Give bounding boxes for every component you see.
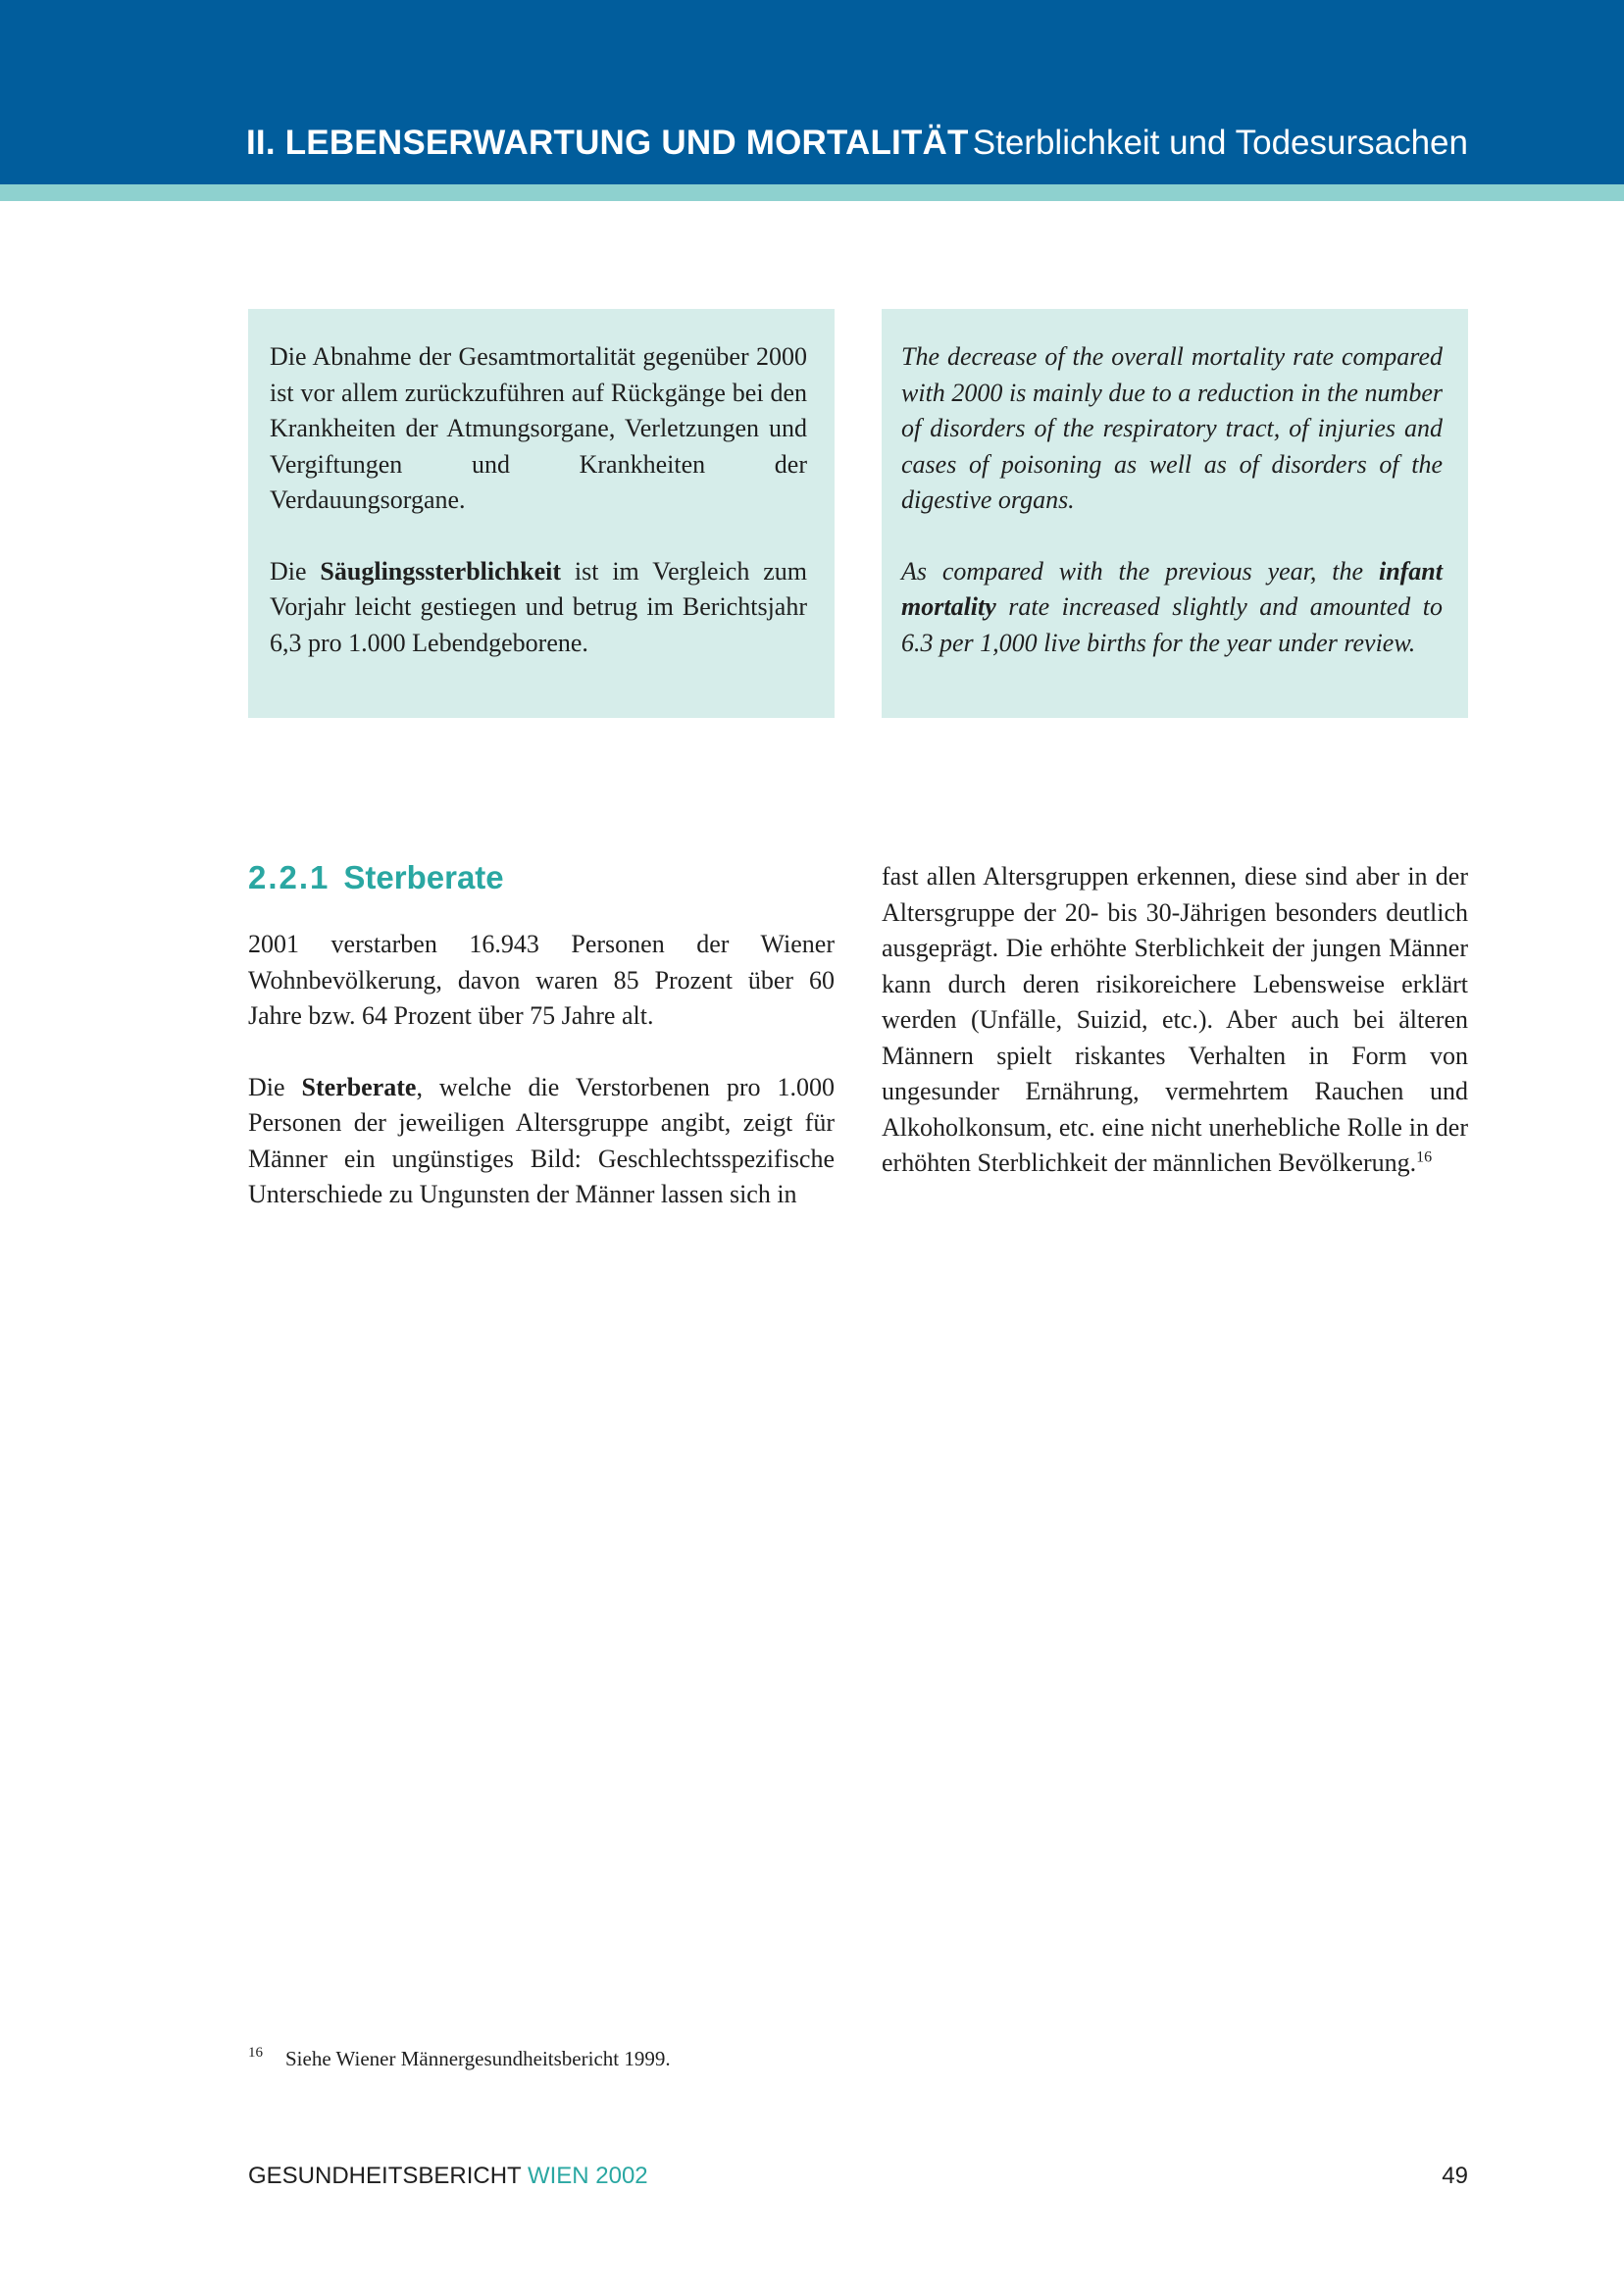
chapter-title: II. LEBENSERWARTUNG UND MORTALITÄT: [246, 124, 969, 162]
section-number: 2.2.1: [248, 859, 330, 895]
footnote-number: 16: [248, 2045, 263, 2061]
summary-en-paragraph-1: The decrease of the overall mortality rate compared with 2000 is mainly due to a reduction in the number of disorders of the respiratory tract, of injuries and cases of poisoning as well as of disorders of the digestive organs.: [901, 342, 1443, 514]
summary-de-paragraph-1: Die Abnahme der Gesamtmortalität gegenüber 2000 ist vor allem zurückzuführen auf Rückgänge bei den Krankheiten der Atmungsorgane, Verletzungen und Vergiftungen und Krankheiten der Verdauungsorgane.: [270, 342, 807, 514]
body-column-right: [882, 859, 1468, 1217]
footnote: [248, 2047, 671, 2071]
summary-de-paragraph-2: Die Säuglingssterblichkeit ist im Vergleich zum Vorjahr leicht gestiegen und betrug im Berichtsjahr 6,3 pro 1.000 Lebendgeborene.: [270, 556, 807, 657]
body-paragraph-2: Die Sterberate, welche die Verstorbenen pro 1.000 Personen der jeweiligen Altersgruppe angibt, zeigt für Männer ein ungünstiges Bild: Geschlechtsspezifische Unterschiede zu Ungunsten der Männer lassen sich in: [248, 1072, 836, 1208]
footnote-text: Siehe Wiener Männergesundheitsbericht 1999.: [285, 2047, 671, 2070]
footnote-reference[interactable]: 16: [1416, 1148, 1433, 1166]
page-header-stripe: [0, 184, 1624, 201]
body-column-left: [248, 927, 835, 1249]
body-keyword: Sterberate: [301, 1072, 417, 1101]
summary-en-keyword: infant mortality: [901, 556, 1443, 621]
section-heading: [248, 859, 504, 896]
summary-box-german: [248, 309, 835, 718]
section-title: Sterberate: [343, 859, 504, 895]
footer-publication-accent: WIEN 2002: [527, 2163, 648, 2189]
section-running-title: Sterblichkeit und Todesursachen: [972, 124, 1468, 162]
body-paragraph-1: 2001 verstarben 16.943 Personen der Wiener Wohnbevölkerung, davon waren 85 Prozent über 60 Jahre bzw. 64 Prozent über 75 Jahre alt.: [248, 930, 835, 1030]
footer-publication: GESUNDHEITSBERICHT WIEN 2002: [248, 2163, 648, 2189]
body-paragraph-3: fast allen Altersgruppen erkennen, diese sind aber in der Altersgruppe der 20- bis 30-Jährigen besonders deutlich ausgeprägt. Die erhöhte Sterblichkeit der jungen Männer kann durch deren risikoreichere Lebensweise erklärt werden (Unfälle, Suizid, etc.). Aber auch bei älteren Männern spielt riskantes Verhalten in Form von ungesunder Ernährung, vermehrtem Rauchen und Alkoholkonsum, etc. eine nicht unerhebliche Rolle in der erhöhten Sterblichkeit der männlichen Bevölkerung.$^{16}$: [882, 862, 1468, 1177]
summary-box-english: [882, 309, 1468, 718]
page-number: 49: [1442, 2163, 1468, 2189]
summary-en-paragraph-2: As compared with the previous year, the infant mortality rate increased slightly and amounted to 6.3 per 1,000 live births for the year under review.: [901, 556, 1443, 657]
summary-de-keyword: Säuglingssterblichkeit: [320, 556, 562, 586]
